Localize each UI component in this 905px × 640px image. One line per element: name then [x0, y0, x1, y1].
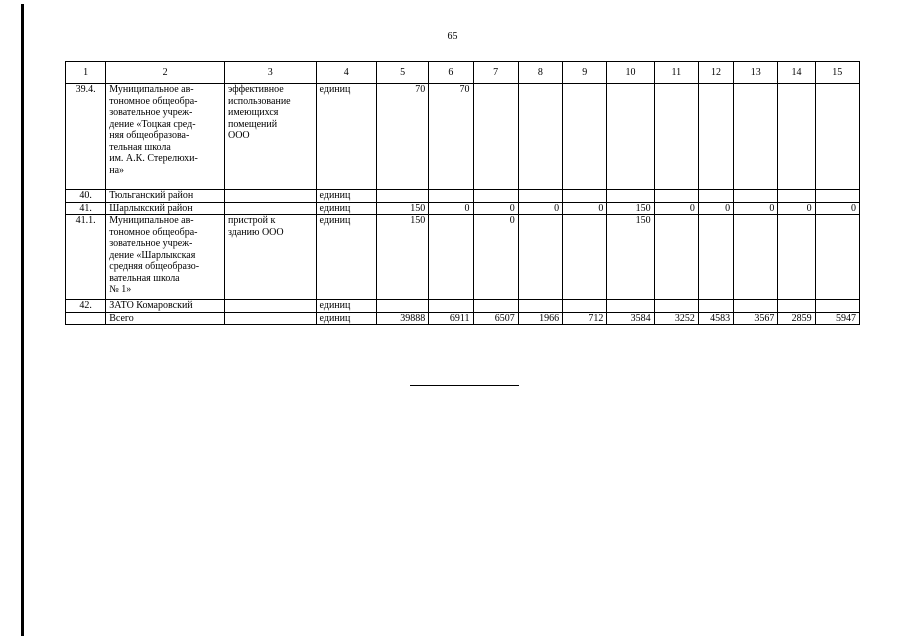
value-cell — [734, 300, 778, 313]
value-cell: 2859 — [778, 312, 815, 325]
value-cell: 0 — [698, 202, 733, 215]
value-cell — [563, 84, 607, 190]
header-cell: 10 — [607, 62, 654, 84]
value-cell — [778, 84, 815, 190]
header-cell: 15 — [815, 62, 859, 84]
value-cell — [734, 190, 778, 203]
measure-cell — [224, 312, 316, 325]
total-row — [66, 312, 860, 325]
header-cell: 6 — [429, 62, 473, 84]
value-cell — [778, 300, 815, 313]
data-table — [65, 61, 860, 325]
value-cell: 0 — [473, 215, 518, 300]
value-cell — [473, 190, 518, 203]
value-cell — [815, 190, 859, 203]
value-cell: 0 — [473, 202, 518, 215]
table-row — [66, 202, 860, 215]
value-cell: 712 — [563, 312, 607, 325]
value-cell — [473, 300, 518, 313]
row-number-cell: 42. — [66, 300, 106, 313]
value-cell: 70 — [429, 84, 473, 190]
value-cell — [698, 215, 733, 300]
value-cell — [698, 300, 733, 313]
value-cell — [518, 84, 562, 190]
value-cell: 6911 — [429, 312, 473, 325]
header-cell: 11 — [654, 62, 698, 84]
value-cell — [518, 215, 562, 300]
value-cell — [734, 84, 778, 190]
unit-cell: единиц — [316, 190, 376, 203]
value-cell: 0 — [518, 202, 562, 215]
value-cell — [563, 190, 607, 203]
binding-edge-bar — [21, 4, 24, 636]
value-cell — [563, 300, 607, 313]
value-cell: 0 — [654, 202, 698, 215]
value-cell: 3567 — [734, 312, 778, 325]
value-cell: 0 — [734, 202, 778, 215]
header-row — [66, 62, 860, 84]
row-number-cell — [66, 312, 106, 325]
value-cell: 3252 — [654, 312, 698, 325]
page-number: 65 — [447, 31, 458, 42]
header-cell: 5 — [376, 62, 428, 84]
header-cell: 7 — [473, 62, 518, 84]
measure-cell — [224, 202, 316, 215]
unit-cell: единиц — [316, 202, 376, 215]
value-cell: 0 — [815, 202, 859, 215]
value-cell — [734, 215, 778, 300]
header-cell: 12 — [698, 62, 733, 84]
value-cell: 0 — [429, 202, 473, 215]
name-cell: ЗАТО Комаровский — [106, 300, 225, 313]
name-cell: Муниципальное ав- тономное общеобра- зовательное учреж- дение «Шарлыкская средняя общеобразо- вательная школа № 1» — [106, 215, 225, 300]
value-cell — [778, 215, 815, 300]
value-cell — [607, 190, 654, 203]
value-cell — [778, 190, 815, 203]
name-cell: Шарлыкский район — [106, 202, 225, 215]
value-cell: 150 — [376, 215, 428, 300]
value-cell: 70 — [376, 84, 428, 190]
row-number-cell: 39.4. — [66, 84, 106, 190]
row-number-cell: 40. — [66, 190, 106, 203]
unit-cell: единиц — [316, 215, 376, 300]
header-cell: 3 — [224, 62, 316, 84]
measure-cell — [224, 190, 316, 203]
value-cell — [429, 300, 473, 313]
name-cell: Всего — [106, 312, 225, 325]
value-cell — [376, 190, 428, 203]
table-row — [66, 300, 860, 313]
value-cell: 1966 — [518, 312, 562, 325]
value-cell — [815, 215, 859, 300]
value-cell: 150 — [607, 202, 654, 215]
value-cell: 39888 — [376, 312, 428, 325]
name-cell: Тюльганский район — [106, 190, 225, 203]
unit-cell: единиц — [316, 84, 376, 190]
value-cell: 0 — [778, 202, 815, 215]
value-cell — [654, 190, 698, 203]
value-cell — [563, 215, 607, 300]
table-row — [66, 84, 860, 190]
value-cell — [698, 84, 733, 190]
value-cell — [607, 300, 654, 313]
value-cell: 0 — [563, 202, 607, 215]
value-cell: 3584 — [607, 312, 654, 325]
header-cell: 13 — [734, 62, 778, 84]
measure-cell: пристрой к зданию ООО — [224, 215, 316, 300]
value-cell — [518, 190, 562, 203]
value-cell — [654, 84, 698, 190]
value-cell — [607, 84, 654, 190]
header-cell: 2 — [106, 62, 225, 84]
header-cell: 14 — [778, 62, 815, 84]
header-cell: 8 — [518, 62, 562, 84]
unit-cell: единиц — [316, 312, 376, 325]
table-row — [66, 215, 860, 300]
value-cell: 4583 — [698, 312, 733, 325]
name-cell: Муниципальное ав- тономное общеобра- зовательное учреж- дение «Тоцкая сред- няя общеобразова- тельная школа им. А.К. Стерелюхи- на» — [106, 84, 225, 190]
value-cell — [698, 190, 733, 203]
value-cell: 5947 — [815, 312, 859, 325]
header-cell: 1 — [66, 62, 106, 84]
unit-cell: единиц — [316, 300, 376, 313]
value-cell: 6507 — [473, 312, 518, 325]
value-cell — [473, 84, 518, 190]
end-of-table-rule — [410, 385, 519, 386]
value-cell: 150 — [607, 215, 654, 300]
measure-cell: эффективное использование имеющихся помещений ООО — [224, 84, 316, 190]
value-cell: 150 — [376, 202, 428, 215]
row-number-cell: 41. — [66, 202, 106, 215]
value-cell — [376, 300, 428, 313]
row-number-cell: 41.1. — [66, 215, 106, 300]
table-row — [66, 190, 860, 203]
value-cell — [654, 215, 698, 300]
value-cell — [429, 215, 473, 300]
value-cell — [518, 300, 562, 313]
value-cell — [429, 190, 473, 203]
value-cell — [654, 300, 698, 313]
value-cell — [815, 300, 859, 313]
header-cell: 4 — [316, 62, 376, 84]
header-cell: 9 — [563, 62, 607, 84]
measure-cell — [224, 300, 316, 313]
value-cell — [815, 84, 859, 190]
